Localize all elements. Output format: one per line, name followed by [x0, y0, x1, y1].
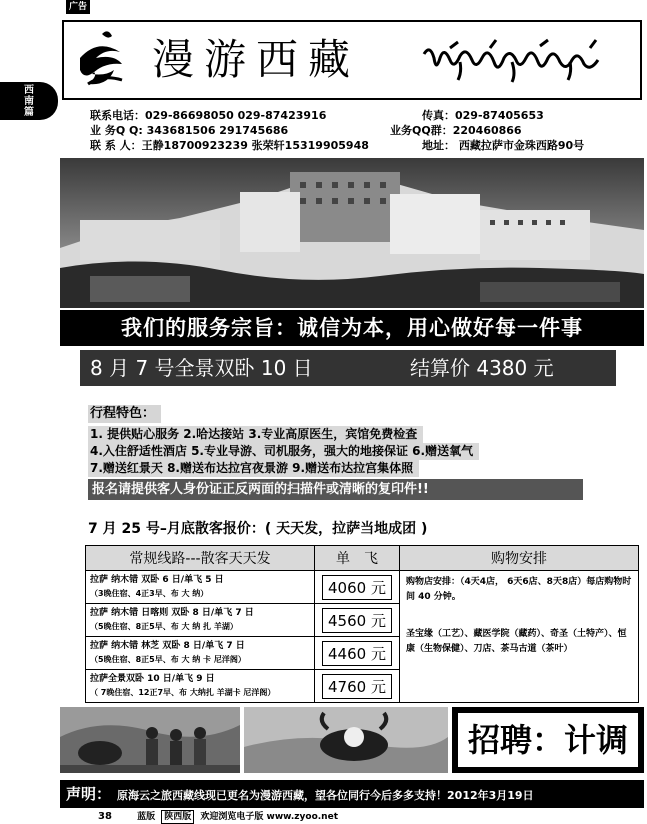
- route-details: （5晚住宿、8正5早、布 大 纳 扎 羊湖）: [90, 622, 238, 631]
- quote-title: 7 月 25 号–月底散客报价：( 天天发，拉萨当地成团 ): [88, 521, 428, 537]
- page-footer: [98, 810, 338, 824]
- route-name: 拉萨 纳木错 林芝 双卧 8 日/单飞 7 日: [90, 641, 245, 651]
- recruitment-text: 招聘：计调: [458, 713, 638, 767]
- fare-cell: [315, 670, 400, 703]
- fare-value: 4060 元: [322, 575, 392, 600]
- route-name: 拉萨全景双卧 10 日/单飞 9 日: [90, 674, 215, 684]
- features-title: 行程特色：: [88, 405, 161, 423]
- section-tab: [0, 82, 58, 120]
- statement-bar: [60, 780, 644, 808]
- service-motto: 我们的服务宗旨：诚信为本，用心做好每一件事: [60, 310, 644, 346]
- route-cell: [86, 637, 315, 670]
- ad-tag: 广告: [66, 0, 90, 14]
- fare-value: 4760 元: [322, 674, 392, 699]
- section-tab-char: 南: [24, 95, 34, 107]
- route-details: （5晚住宿、8正5早、布 大 纳 卡 尼洋阁）: [90, 655, 246, 664]
- qq-group-text: 业务QQ群：220460866: [390, 124, 522, 137]
- fare-cell: [315, 637, 400, 670]
- traveler-logo-icon: [72, 28, 132, 94]
- shopping-stores: 圣宝缘（工艺）、藏医学院（藏药）、奇圣（土特产）、恒康（生物保健）、刀店、茶马古道（茶叶）: [406, 629, 627, 654]
- featured-route-banner: [80, 350, 616, 386]
- logo-title: 漫游西藏: [152, 35, 361, 84]
- section-tab-char: 西: [24, 84, 34, 96]
- header-shopping: 购物安排: [400, 546, 639, 571]
- route-cell: [86, 604, 315, 637]
- header-flight: 单 飞: [315, 546, 400, 571]
- section-tab-char: 篇: [24, 106, 34, 118]
- statement-label: 声明：: [66, 785, 112, 803]
- fare-cell: [315, 571, 400, 604]
- featured-price: 结算价 4380 元: [410, 356, 554, 380]
- feature-line: 7.赠送红景天 8.赠送布达拉宫夜景游 9.赠送布达拉宫集体照: [88, 460, 419, 477]
- phone-text: 联系电话：029-86698050 029-87423916: [90, 109, 327, 122]
- shopping-schedule: 购物店安排：（4天4店， 6天6店、8天8店）每店购物时间 40 分钟。: [406, 577, 632, 602]
- recruitment-box: [452, 707, 644, 773]
- route-cell: [86, 670, 315, 703]
- fare-value: 4560 元: [322, 608, 392, 633]
- local-people-photo: [60, 707, 240, 773]
- address-text: 地址： 西藏拉萨市金珠西路90号: [422, 139, 585, 152]
- price-table: [85, 545, 639, 703]
- region-label: 陕西版: [161, 810, 194, 824]
- header-route: 常规线路---散客天天发: [86, 546, 315, 571]
- yak-photo: [244, 707, 448, 773]
- route-details: （ 7晚住宿、12正7早、布 大纳扎 羊湖卡 尼洋阁）: [90, 688, 276, 697]
- table-header-row: [86, 546, 639, 571]
- featured-route: 8 月 7 号全景双卧 10 日: [90, 356, 313, 380]
- route-details: （3晚住宿、4正3早、布 大 纳）: [90, 589, 209, 598]
- shopping-cell: [400, 571, 639, 703]
- fax-text: 传真：029-87405653: [422, 109, 544, 122]
- route-name: 拉萨 纳木错 双卧 6 日/单飞 5 日: [90, 575, 224, 585]
- website-text: 欢迎浏览电子版 www.zyoo.net: [200, 812, 338, 822]
- route-cell: [86, 571, 315, 604]
- logo-banner: [62, 20, 642, 100]
- potala-palace-photo: [60, 158, 644, 308]
- feature-line: 1. 提供贴心服务 2.哈达接站 3.专业高原医生，宾馆免费检查: [88, 426, 423, 443]
- id-notice: 报名请提供客人身份证正反两面的扫描件或清晰的复印件!!: [88, 479, 583, 500]
- page-number: 38: [98, 811, 112, 822]
- table-row: [86, 571, 639, 604]
- feature-line: 4.入住舒适性酒店 5.专业导游、司机服务，强大的地接保证 6.赠送氧气: [88, 443, 479, 460]
- fare-value: 4460 元: [322, 641, 392, 666]
- tibetan-script-logo: [420, 34, 636, 88]
- contact-person-text: 联 系 人：王静18700923239 张荣轩15319905948: [90, 139, 369, 152]
- qq-text: 业 务Q Q: 343681506 291745686: [90, 124, 289, 137]
- fare-cell: [315, 604, 400, 637]
- statement-text: 原海云之旅西藏线现已更名为漫游西藏，望各位同行今后多多支持！2012年3月19日: [117, 789, 534, 802]
- contact-block: [90, 108, 640, 153]
- edition-label: 蓝版: [137, 812, 156, 822]
- route-name: 拉萨 纳木错 日喀则 双卧 8 日/单飞 7 日: [90, 608, 254, 618]
